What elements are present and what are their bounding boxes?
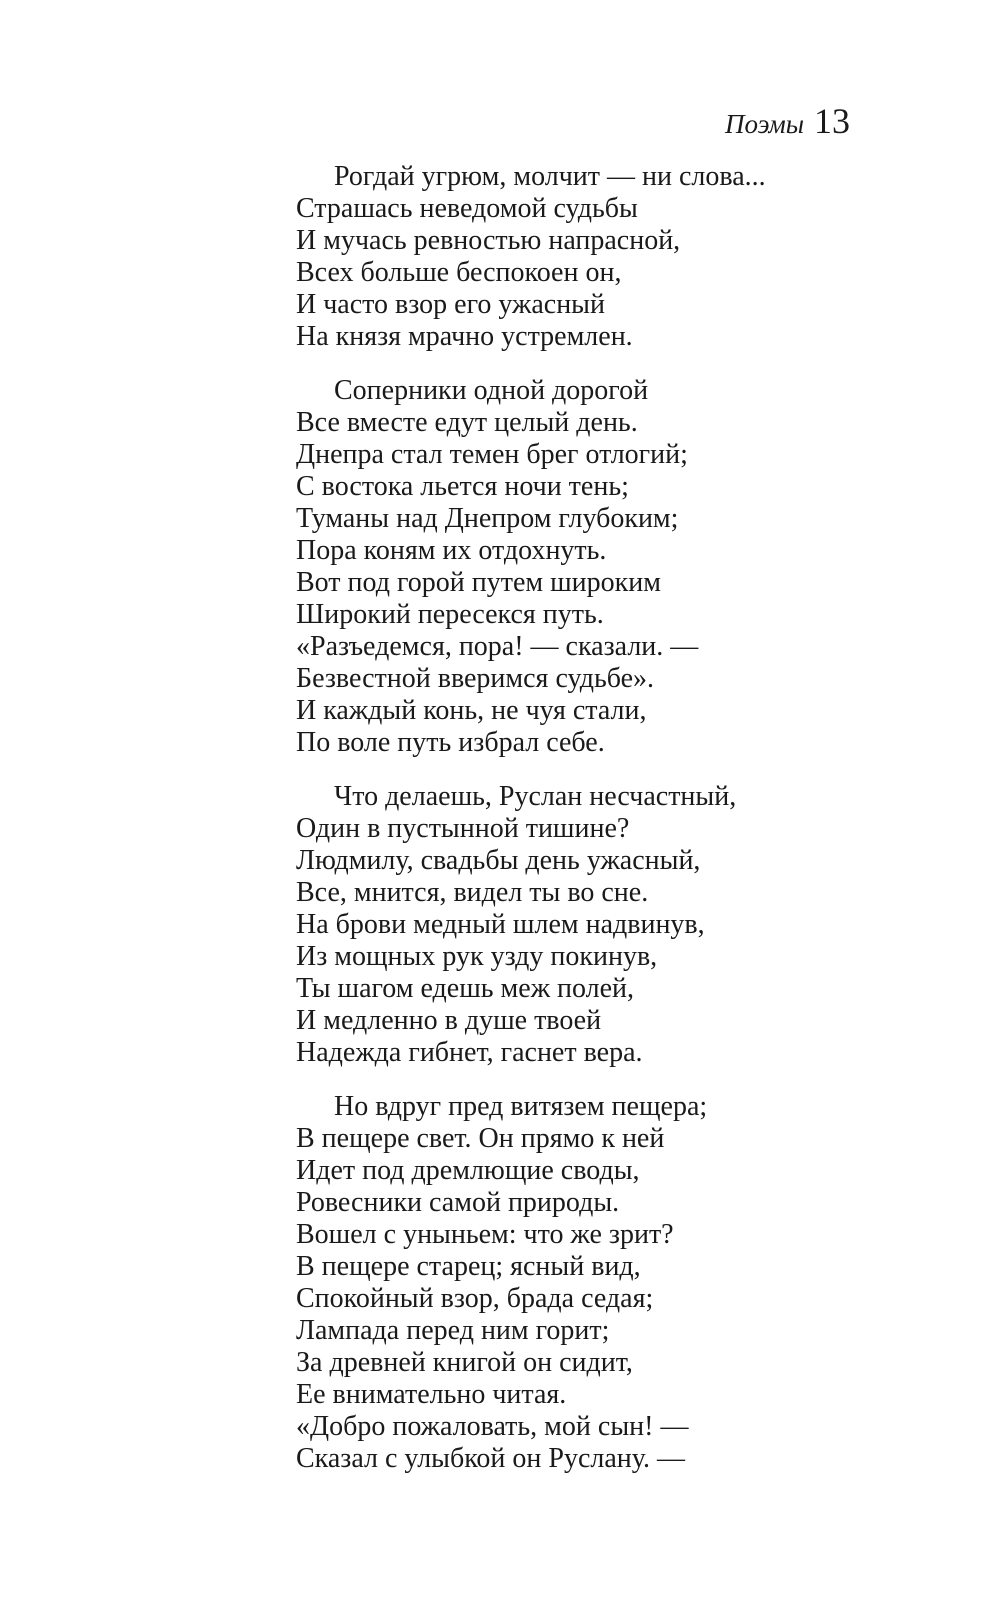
poem-line: Рогдай угрюм, молчит — ни слова...	[334, 161, 766, 192]
poem-line: И мучась ревностью напрасной,	[296, 225, 681, 256]
poem-line: Соперники одной дорогой	[334, 375, 649, 406]
poem-line: Пора коням их отдохнуть.	[296, 535, 607, 566]
poem-line: «Разъедемся, пора! — сказали. —	[296, 631, 699, 662]
poem-line: Страшась неведомой судьбы	[296, 193, 638, 224]
poem-text	[296, 161, 916, 1497]
section-title: Поэмы	[724, 109, 804, 139]
poem-line: На брови медный шлем надвинув,	[296, 909, 705, 940]
poem-line: Людмилу, свадьбы день ужасный,	[296, 845, 701, 876]
poem-line: В пещере свет. Он прямо к ней	[296, 1123, 665, 1154]
poem-line: Всех больше беспокоен он,	[296, 257, 622, 288]
poem-line: За древней книгой он сидит,	[296, 1347, 633, 1378]
poem-line: Из мощных рук узду покинув,	[296, 941, 658, 972]
poem-line: Что делаешь, Руслан несчастный,	[334, 781, 737, 812]
poem-line: Днепра стал темен брег отлогий;	[296, 439, 688, 470]
poem-line: Сказал с улыбкой он Руслану. —	[296, 1443, 685, 1474]
stanza	[296, 781, 916, 1069]
poem-line: С востока льется ночи тень;	[296, 471, 629, 502]
poem-line: Туманы над Днепром глубоким;	[296, 503, 679, 534]
poem-line: Лампада перед ним горит;	[296, 1315, 610, 1346]
stanza	[296, 1091, 916, 1475]
poem-line: Надежда гибнет, гаснет вера.	[296, 1037, 643, 1068]
poem-line: Но вдруг пред витязем пещера;	[334, 1091, 708, 1122]
stanza	[296, 161, 916, 353]
poem-line: Все вместе едут целый день.	[296, 407, 638, 438]
poem-line: Все, мнится, видел ты во сне.	[296, 877, 649, 908]
stanza	[296, 375, 916, 759]
poem-line: Широкий пересекся путь.	[296, 599, 604, 630]
poem-line: Идет под дремлющие своды,	[296, 1155, 640, 1186]
poem-line: Ровесники самой природы.	[296, 1187, 620, 1218]
poem-line: Ее внимательно читая.	[296, 1379, 567, 1410]
poem-line: На князя мрачно устремлен.	[296, 321, 633, 352]
poem-line: И медленно в душе твоей	[296, 1005, 602, 1036]
poem-line: Один в пустынной тишине?	[296, 813, 630, 844]
poem-line: И каждый конь, не чуя стали,	[296, 695, 647, 726]
poem-line: В пещере старец; ясный вид,	[296, 1251, 641, 1282]
poem-line: Вот под горой путем широким	[296, 567, 661, 598]
poem-line: По воле путь избрал себе.	[296, 727, 605, 758]
poem-line: Ты шагом едешь меж полей,	[296, 973, 635, 1004]
running-head	[725, 100, 850, 142]
poem-line: Вошел с уныньем: что же зрит?	[296, 1219, 674, 1250]
page-number: 13	[814, 101, 850, 141]
poem-line: И часто взор его ужасный	[296, 289, 605, 320]
poem-line: Спокойный взор, брада седая;	[296, 1283, 654, 1314]
poem-line: «Добро пожаловать, мой сын! —	[296, 1411, 689, 1442]
poem-line: Безвестной вверимся судьбе».	[296, 663, 655, 694]
